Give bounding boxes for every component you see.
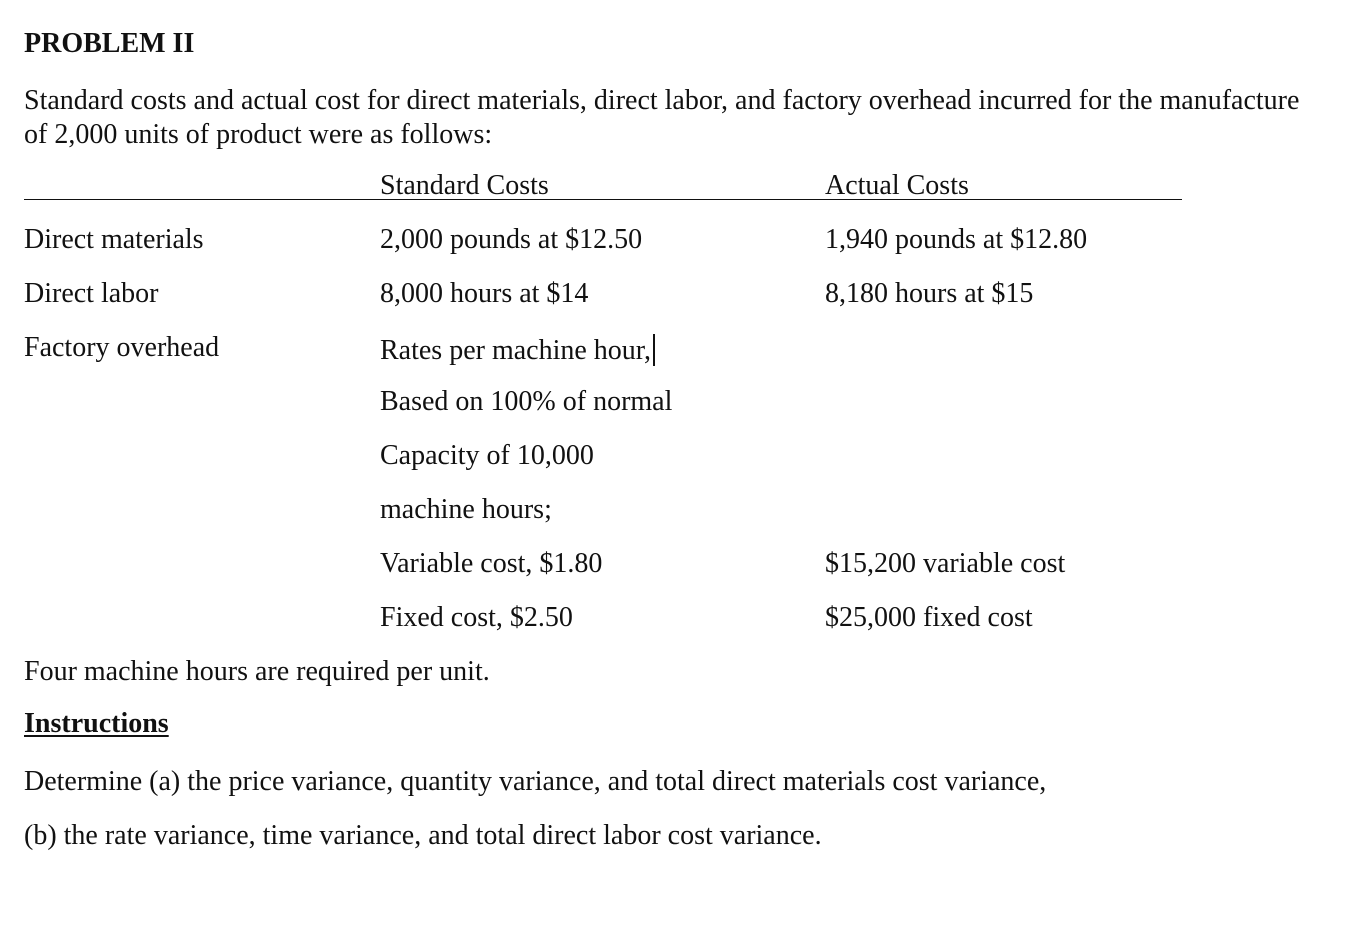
problem-intro: Standard costs and actual cost for direct materials, direct labor, and factory overhead incurred for the manufacture of 2,000 units of product were as follows:: [24, 85, 1300, 150]
instructions-line-b: (b) the rate variance, time variance, and total direct labor cost variance.: [24, 820, 822, 851]
problem-title: PROBLEM II: [24, 28, 195, 59]
standard-direct-labor: 8,000 hours at $14: [380, 278, 589, 309]
actual-costs-header: Actual Costs: [825, 170, 969, 201]
row-label-factory-overhead: Factory overhead: [24, 332, 220, 363]
actual-direct-labor: 8,180 hours at $15: [825, 278, 1034, 309]
standard-direct-materials: 2,000 pounds at $12.50: [380, 224, 643, 255]
standard-fixed-cost: Fixed cost, $2.50: [380, 602, 573, 633]
standard-overhead-rates-text: Rates per machine hour,: [380, 335, 652, 366]
instructions-heading: Instructions: [24, 708, 169, 739]
standard-overhead-basis: Based on 100% of normal: [380, 386, 673, 417]
standard-overhead-capacity: Capacity of 10,000: [380, 440, 594, 471]
standard-overhead-machine-hours: machine hours;: [380, 494, 552, 525]
standard-overhead-rates: [380, 334, 655, 366]
actual-fixed-cost: $25,000 fixed cost: [825, 602, 1033, 633]
actual-direct-materials: 1,940 pounds at $12.80: [825, 224, 1088, 255]
standard-costs-header: Standard Costs: [380, 170, 549, 201]
instructions-line-a: Determine (a) the price variance, quantity variance, and total direct materials cost variance,: [24, 766, 1047, 797]
header-rule: [24, 199, 1182, 200]
row-label-direct-labor: Direct labor: [24, 278, 159, 309]
machine-hours-note: Four machine hours are required per unit.: [24, 656, 490, 687]
actual-variable-cost: $15,200 variable cost: [825, 548, 1066, 579]
standard-variable-cost: Variable cost, $1.80: [380, 548, 603, 579]
text-cursor: [653, 334, 655, 366]
row-label-direct-materials: Direct materials: [24, 224, 204, 255]
